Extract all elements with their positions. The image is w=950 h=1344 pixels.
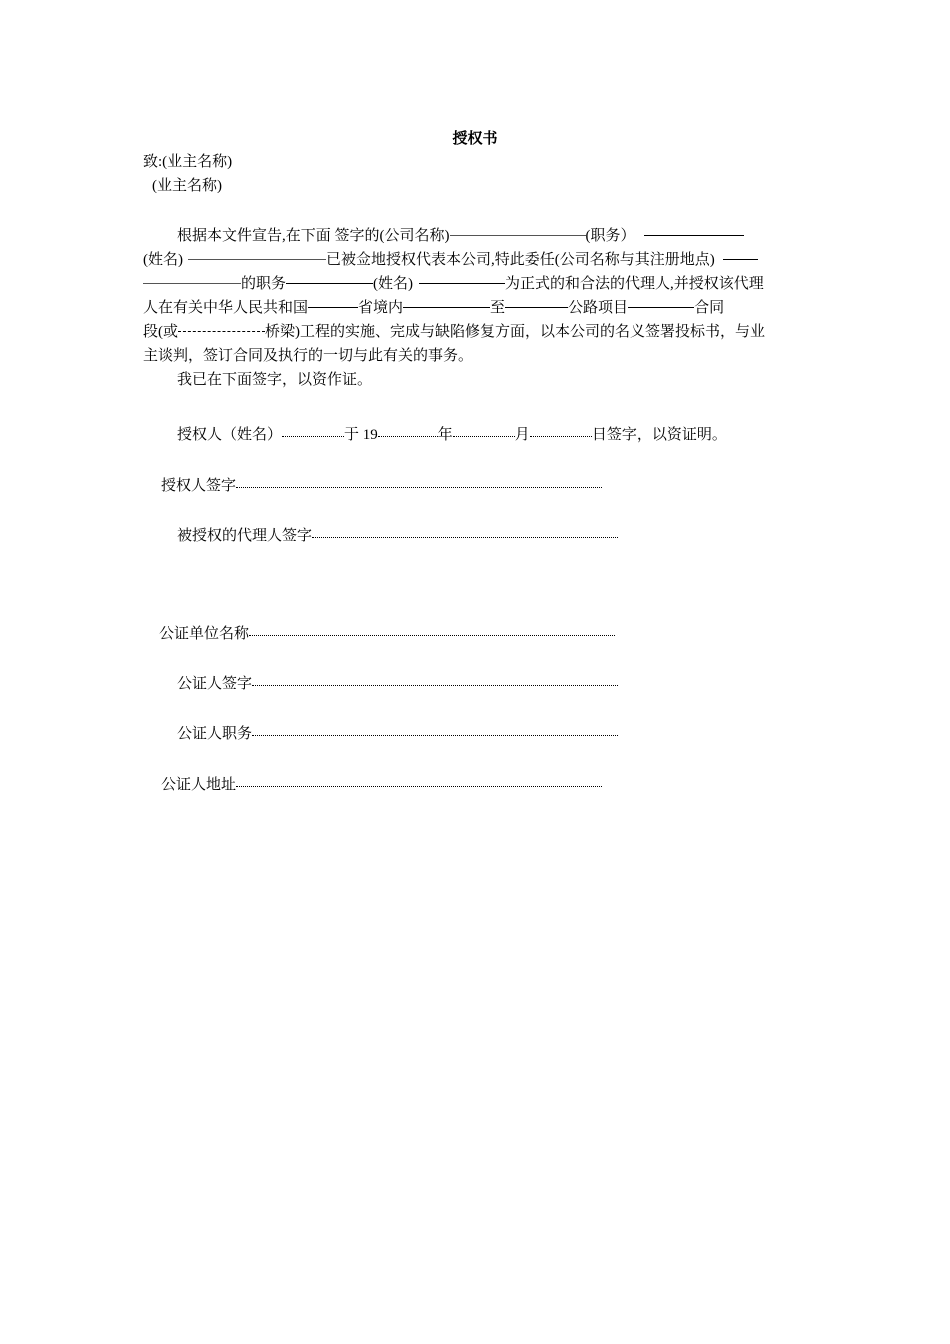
para-row [143, 296, 807, 320]
notary-signature-blank [252, 685, 618, 686]
day-blank [530, 436, 592, 437]
authorizer-label: 授权人（姓名） [177, 427, 283, 443]
registration-blank [723, 259, 758, 260]
company-name-blank [450, 235, 586, 236]
para-text: (职务） [585, 228, 636, 244]
month-blank [453, 436, 515, 437]
authorization-paragraph [143, 224, 807, 392]
para-text: 根据本文件宣告,在下面 签字的(公司名称) [177, 228, 450, 244]
to-blank [505, 307, 568, 308]
notary-title-line [177, 722, 618, 746]
blank-line [286, 283, 373, 284]
authorizer-name-blank [282, 436, 344, 437]
para-text: 至 [490, 300, 506, 316]
para-text: (姓名) [143, 252, 183, 268]
to-line: 致:(业主名称) [143, 154, 233, 170]
document-title: 授权书 [452, 129, 498, 147]
para-text: 为正式的和合法的代理人,并授权该代理 [505, 276, 764, 292]
notary-address-line [161, 773, 602, 797]
para-text: 的职务 [241, 276, 287, 292]
para-row [143, 344, 807, 368]
position-blank [644, 235, 744, 236]
para-row [143, 320, 807, 344]
agent-signature-line [177, 524, 618, 548]
para-row [143, 272, 807, 296]
from-blank [403, 307, 490, 308]
year-blank [378, 436, 438, 437]
name-blank [188, 259, 326, 260]
para-text: 桥梁)工程的实施、完成与缺陷修复方面，以本公司的名义签署投标书，与业 [265, 324, 765, 340]
notary-address-label: 公证人地址 [161, 777, 237, 793]
year-prefix: 于 19 [344, 427, 378, 443]
para-text: 省境内 [358, 300, 404, 316]
para-row [143, 248, 807, 272]
agent-signature-label: 被授权的代理人签字 [177, 528, 313, 544]
para-text: 合同 [694, 300, 725, 316]
owner-line: (业主名称) [152, 178, 222, 194]
province-blank [308, 307, 358, 308]
blank-line [143, 283, 241, 284]
para-text: 主谈判，签订合同及执行的一切与此有关的事务。 [143, 348, 474, 364]
para-row [143, 224, 807, 248]
para-text: 人在有关中华人民共和国 [143, 300, 309, 316]
notary-signature-line [177, 672, 618, 696]
notary-title-label: 公证人职务 [177, 726, 253, 742]
contract-blank [628, 307, 694, 308]
authorizer-signature-label: 授权人签字 [161, 478, 237, 494]
para-row [143, 368, 807, 392]
para-text: 公路项目 [568, 300, 629, 316]
month-label: 月 [514, 427, 530, 443]
notary-title-blank [252, 735, 618, 736]
notary-unit-line [159, 622, 615, 646]
authorizer-line [177, 423, 727, 447]
day-label: 日签字，以资证明。 [591, 427, 727, 443]
bridge-blank [178, 331, 265, 332]
year-label: 年 [437, 427, 453, 443]
para-text: 我已在下面签字，以资作证。 [177, 372, 373, 388]
notary-address-blank [236, 786, 602, 787]
para-text: (姓名) [373, 276, 414, 292]
notary-unit-blank [249, 635, 615, 636]
authorizer-signature-blank [236, 487, 602, 488]
blank-line [419, 283, 505, 284]
agent-signature-blank [312, 537, 618, 538]
authorizer-signature-line [161, 474, 602, 498]
para-text: 已被佥地授权代表本公司,特此委任(公司名称与其注册地点) [326, 252, 715, 268]
notary-unit-label: 公证单位名称 [159, 626, 250, 642]
notary-signature-label: 公证人签字 [177, 676, 253, 692]
para-text: 段(或 [143, 324, 178, 340]
